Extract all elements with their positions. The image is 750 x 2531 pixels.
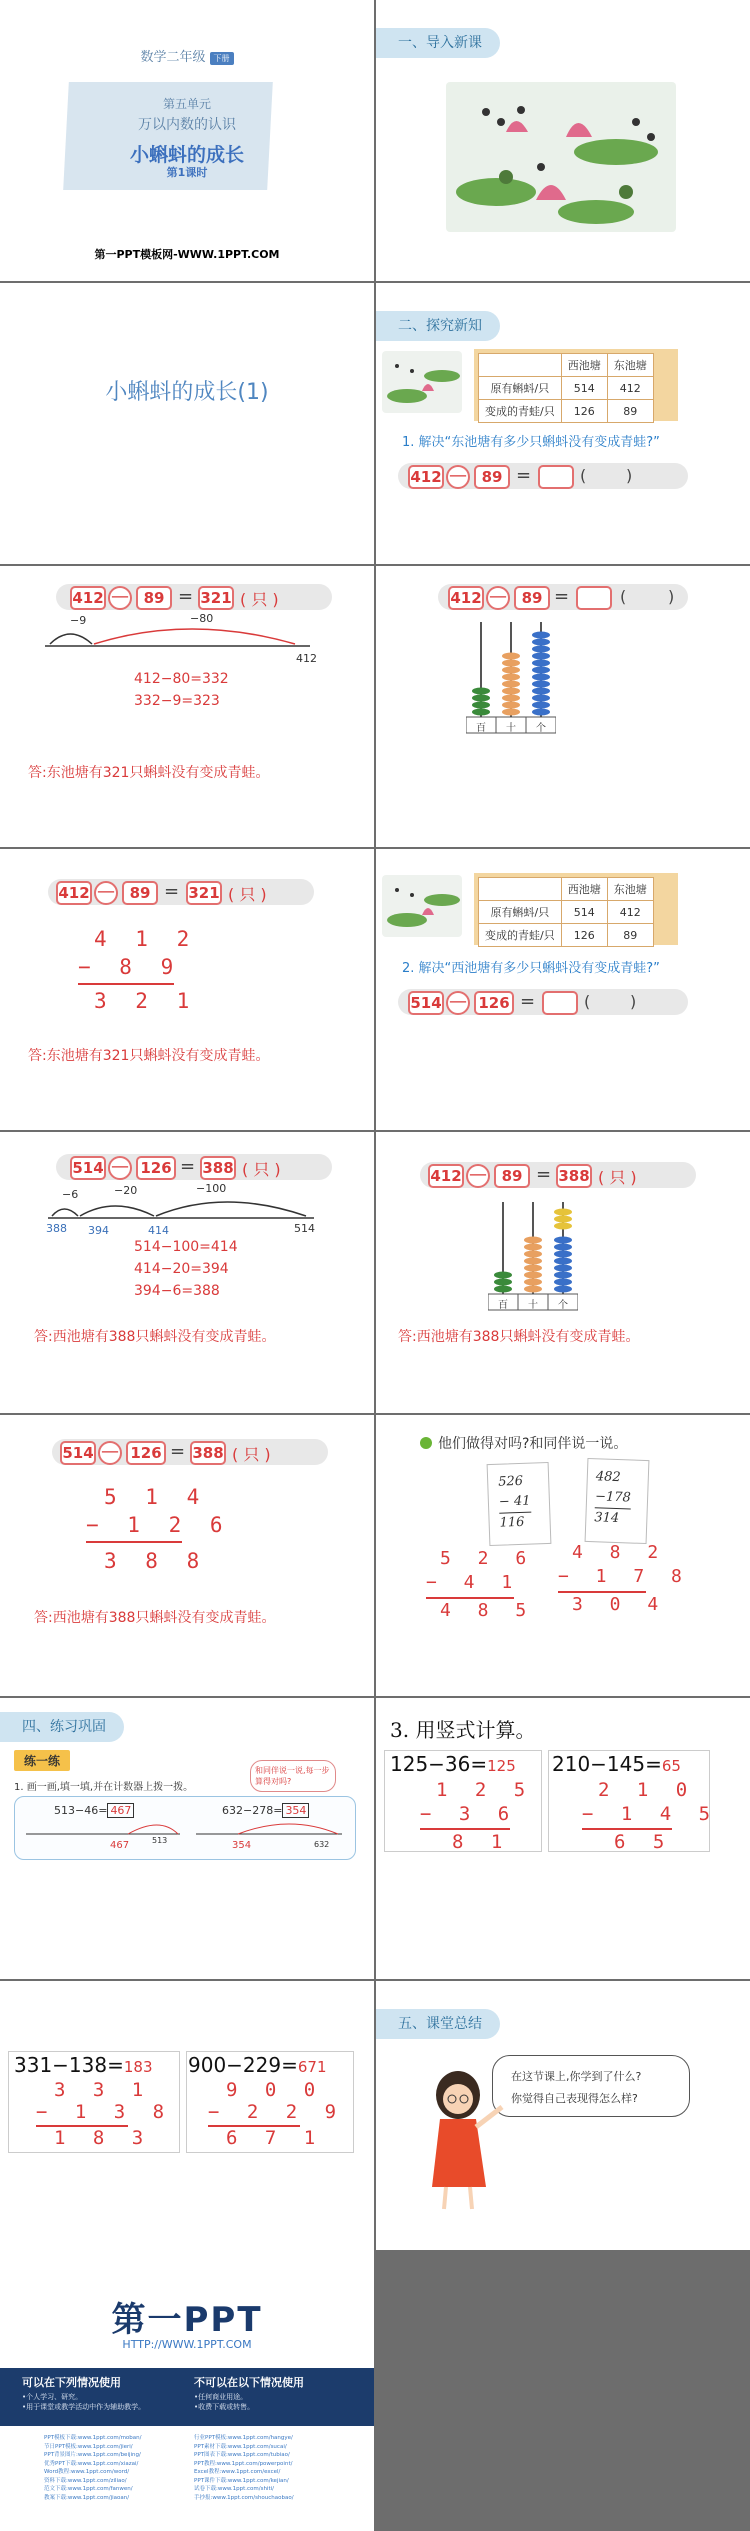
usage-allowed-list: •个人学习、研究。 •用于课堂或教学活动中作为辅助教学。 bbox=[22, 2393, 146, 2411]
end-label: 412 bbox=[296, 652, 317, 665]
answer-text: 答:西池塘有388只蝌蚪没有变成青蛙。 bbox=[398, 1329, 640, 1345]
place-label: 个 bbox=[558, 1300, 568, 1311]
section-tag: 二、探究新知 bbox=[376, 311, 500, 341]
point-label: 414 bbox=[148, 1224, 169, 1237]
unit-name: 万以内数的认识 bbox=[138, 117, 236, 133]
expr-2: 210−145=65 bbox=[552, 1752, 681, 1776]
student-card-1: 526 − 41 116 bbox=[487, 1462, 552, 1546]
question-1: 在这节课上,你学到了什么? bbox=[511, 2070, 642, 2083]
operand-b: 89 bbox=[122, 881, 158, 905]
bullet-icon bbox=[420, 1437, 432, 1449]
links-left: PPT模板下载:www.1ppt.com/moban/ 节日PPT模板:www.1ppt.com/jieri/ PPT背景图片:www.1ppt.com/beijing/ 优秀PPT下载:www.1ppt.com/xiazai/ Word教程:www.1ppt.com/word/ 资料下载:www.1ppt.com/ziliao/ 范文下载:www.1ppt.com/fanwen/ 教案下载:www.1ppt.com/jiaoan/ bbox=[44, 2435, 142, 2501]
answer-text: 答:东池塘有321只蝌蚪没有变成青蛙。 bbox=[28, 765, 270, 781]
section-tag: 四、练习巩固 bbox=[0, 1712, 124, 1742]
slide-brand bbox=[0, 2250, 374, 2531]
vertical-result: 3 8 8 bbox=[104, 1549, 208, 1573]
question-text: 1. 解决“东池塘有多少只蝌蚪没有变成青蛙?” bbox=[402, 435, 660, 450]
right-paren: ) bbox=[626, 466, 633, 485]
left-paren: ( bbox=[620, 587, 627, 606]
result-box-empty[interactable] bbox=[538, 465, 574, 489]
slide-explore-1 bbox=[376, 283, 750, 564]
data-table-frame bbox=[474, 873, 678, 945]
usage-banner bbox=[0, 2368, 374, 2426]
left-paren: ( bbox=[584, 992, 591, 1011]
equals-sign: = bbox=[554, 586, 570, 607]
unit-label: ( 只 ) bbox=[232, 1445, 271, 1464]
slide-practice bbox=[0, 1698, 374, 1979]
jump-label: −20 bbox=[114, 1184, 138, 1197]
vertical-rule bbox=[86, 1541, 182, 1543]
exercise-title: 3. 用竖式计算。 bbox=[390, 1718, 536, 1742]
section-tag: 一、导入新课 bbox=[376, 28, 500, 58]
right-paren: ) bbox=[630, 992, 637, 1011]
jump-label: −6 bbox=[62, 1188, 79, 1201]
pond-thumbnail bbox=[382, 351, 462, 413]
operand-b: 89 bbox=[494, 1164, 530, 1188]
result: 388 bbox=[190, 1441, 226, 1465]
slide-lesson-title bbox=[0, 283, 374, 564]
usage-allowed-title: 可以在下列情况使用 bbox=[22, 2376, 121, 2389]
point-label: 513 bbox=[152, 1836, 168, 1845]
correction-2-result: 3 0 4 bbox=[572, 1594, 667, 1615]
slide-vertical-west bbox=[0, 1415, 374, 1696]
equals-sign: = bbox=[520, 991, 536, 1012]
calc-steps: 412−80=332 332−9=323 bbox=[134, 671, 229, 709]
equals-sign: = bbox=[170, 1441, 186, 1462]
student-card-2: 482 −178 314 bbox=[585, 1458, 650, 1544]
jump-arcs bbox=[44, 1188, 324, 1228]
empty-cell bbox=[376, 2250, 750, 2531]
point-label: 467 bbox=[110, 1840, 130, 1851]
vertical-2-sub: − 2 2 9 bbox=[208, 2101, 345, 2123]
unit-label: 第五单元 bbox=[162, 97, 211, 111]
vertical-2-top: 2 1 0 bbox=[598, 1779, 696, 1801]
slide-vertical-practice-2 bbox=[0, 1981, 374, 2262]
place-label: 十 bbox=[528, 1300, 538, 1311]
correction-1-result: 4 8 5 bbox=[440, 1600, 535, 1621]
vertical-sub: − 8 9 bbox=[78, 955, 182, 979]
lesson-title: 小蝌蚪的成长 bbox=[129, 144, 244, 166]
answer-text: 答:西池塘有388只蝌蚪没有变成青蛙。 bbox=[34, 1610, 276, 1626]
expr-1: 125−36=125 bbox=[390, 1752, 516, 1776]
slide-explore-2 bbox=[376, 849, 750, 1130]
minus-sign: — bbox=[466, 1164, 490, 1188]
operand-b: 126 bbox=[136, 1156, 176, 1180]
usage-denied-list: •任何商业用途。 •收费下载或转售。 bbox=[194, 2393, 255, 2411]
result: 388 bbox=[556, 1164, 592, 1188]
teacher-illustration bbox=[416, 2067, 506, 2217]
result: 388 bbox=[200, 1156, 236, 1180]
data-table: 西池塘 东池塘 原有蝌蚪/只 514 412 变成的青蛙/只 126 89 bbox=[478, 877, 654, 947]
pond-illustration bbox=[446, 82, 676, 232]
left-paren: ( bbox=[580, 466, 587, 485]
prompt-text: 他们做得对吗?和同伴说一说。 bbox=[438, 1436, 628, 1452]
correction-2-sub: − 1 7 8 bbox=[558, 1566, 690, 1587]
period-label: 第1课时 bbox=[166, 166, 208, 179]
place-label: 百 bbox=[476, 723, 486, 734]
calc-steps: 514−100=414 414−20=394 394−6=388 bbox=[134, 1239, 238, 1299]
vertical-sub: − 1 2 6 bbox=[86, 1513, 231, 1537]
result: 321 bbox=[198, 586, 234, 610]
unit-label: ( 只 ) bbox=[240, 590, 279, 609]
vertical-result: 3 2 1 bbox=[94, 989, 198, 1013]
minus-sign: — bbox=[446, 465, 470, 489]
minus-sign: — bbox=[108, 586, 132, 610]
question-2: 你觉得自己表现得怎么样? bbox=[511, 2092, 638, 2105]
data-table: 西池塘 东池塘 原有蝌蚪/只 514 412 变成的青蛙/只 126 89 bbox=[478, 353, 654, 423]
slide-numberline-east bbox=[0, 566, 374, 847]
operand-a: 412 bbox=[428, 1164, 464, 1188]
vertical-2-result: 6 7 1 bbox=[226, 2127, 324, 2149]
operand-b: 126 bbox=[474, 991, 514, 1015]
pond-thumbnail bbox=[382, 875, 462, 937]
expr-2: 900−229=671 bbox=[188, 2053, 327, 2077]
expr-1: 331−138=183 bbox=[14, 2053, 153, 2077]
equals-sign: = bbox=[180, 1156, 196, 1177]
operand-a: 412 bbox=[448, 586, 484, 610]
vertical-top: 5 1 4 bbox=[104, 1485, 208, 1509]
vertical-1-top: 3 3 1 bbox=[54, 2079, 152, 2101]
vertical-1-result: 8 1 bbox=[452, 1831, 511, 1853]
minus-sign: — bbox=[108, 1156, 132, 1180]
equals-sign: = bbox=[178, 586, 194, 607]
slide-numberline-west bbox=[0, 1132, 374, 1413]
right-paren: ) bbox=[668, 587, 675, 606]
slide-cover bbox=[0, 0, 374, 281]
vertical-top: 4 1 2 bbox=[94, 927, 198, 951]
vertical-1-top: 1 2 5 bbox=[436, 1779, 534, 1801]
expr-1: 513−46= 467 bbox=[54, 1804, 134, 1817]
practice-numberlines bbox=[20, 1818, 350, 1848]
volume-badge: 下册 bbox=[210, 52, 234, 65]
operand-b: 89 bbox=[514, 586, 550, 610]
vertical-2-result: 6 5 bbox=[614, 1831, 673, 1853]
operand-a: 412 bbox=[56, 881, 92, 905]
point-label: 632 bbox=[314, 1840, 330, 1849]
equals-sign: = bbox=[536, 1164, 552, 1185]
operand-a: 412 bbox=[408, 465, 444, 489]
grade-subtitle: 数学二年级 下册 bbox=[0, 46, 374, 65]
place-label: 百 bbox=[498, 1300, 508, 1311]
unit-label: ( 只 ) bbox=[598, 1168, 637, 1187]
slide-vertical-practice bbox=[376, 1698, 750, 1979]
vertical-1-result: 1 8 3 bbox=[54, 2127, 152, 2149]
correction-2-top: 4 8 2 bbox=[572, 1542, 667, 1563]
footer-text: 第一PPT模板网-WWW.1PPT.COM bbox=[94, 248, 280, 261]
point-label: 388 bbox=[46, 1222, 67, 1235]
operand-b: 89 bbox=[136, 586, 172, 610]
jump-label: −80 bbox=[190, 612, 214, 625]
jump-label: −100 bbox=[196, 1182, 227, 1195]
brand-url: HTTP://WWW.1PPT.COM bbox=[122, 2338, 252, 2351]
result-box-empty[interactable] bbox=[542, 991, 578, 1015]
jump-label: −9 bbox=[70, 614, 87, 627]
correction-1-top: 5 2 6 bbox=[440, 1548, 535, 1569]
operand-b: 126 bbox=[126, 1441, 166, 1465]
task-text: 1. 画一画,填一填,并在计数器上拨一拨。 bbox=[14, 1782, 194, 1793]
slide-check-work bbox=[376, 1415, 750, 1696]
question-text: 2. 解决“西池塘有多少只蝌蚪没有变成青蛙?” bbox=[402, 961, 660, 976]
place-label: 十 bbox=[506, 723, 516, 734]
expr-2: 632−278= 354 bbox=[222, 1804, 309, 1817]
vertical-1-sub: − 3 6 bbox=[420, 1803, 518, 1825]
place-label: 个 bbox=[536, 723, 546, 734]
slide-abacus-west bbox=[376, 1132, 750, 1413]
exercise-label: 练一练 bbox=[14, 1750, 70, 1771]
equals-sign: = bbox=[164, 881, 180, 902]
answer-text: 答:西池塘有388只蝌蚪没有变成青蛙。 bbox=[34, 1329, 276, 1345]
point-label: 514 bbox=[294, 1222, 315, 1235]
vertical-1-sub: − 1 3 8 bbox=[36, 2101, 173, 2123]
links-right: 行业PPT模板:www.1ppt.com/hangye/ PPT素材下载:www.1ppt.com/sucai/ PPT图表下载:www.1ppt.com/tubiao/ PPT教程:www.1ppt.com/powerpoint/ Excel教程:www.1ppt.com/excel/ PPT课件下载:www.1ppt.com/kejian/ 试卷下载:www.1ppt.com/shiti/ 手抄报:www.1ppt.com/shouchaobao/ bbox=[194, 2435, 294, 2501]
result-box-empty[interactable] bbox=[576, 586, 612, 610]
point-label: 354 bbox=[232, 1840, 252, 1851]
operand-b: 89 bbox=[474, 465, 510, 489]
minus-sign: — bbox=[98, 1441, 122, 1465]
slide-abacus-east bbox=[376, 566, 750, 847]
vertical-2-top: 9 0 0 bbox=[226, 2079, 324, 2101]
brand-logo: 第一PPT bbox=[111, 2300, 263, 2340]
vertical-2-sub: − 1 4 5 bbox=[582, 1803, 719, 1825]
equals-sign: = bbox=[516, 465, 532, 486]
slide-intro bbox=[376, 0, 750, 281]
page-title: 小蝌蚪的成长(1) bbox=[105, 380, 269, 405]
point-label: 394 bbox=[88, 1224, 109, 1237]
data-table-frame bbox=[474, 349, 678, 421]
operand-a: 514 bbox=[60, 1441, 96, 1465]
operand-a: 514 bbox=[70, 1156, 106, 1180]
minus-sign: — bbox=[94, 881, 118, 905]
hint-bubble: 和同伴说一说,每一步算得对吗? bbox=[250, 1760, 336, 1792]
slide-vertical-east bbox=[0, 849, 374, 1130]
operand-a: 412 bbox=[70, 586, 106, 610]
result: 321 bbox=[186, 881, 222, 905]
slide-summary bbox=[376, 1981, 750, 2262]
minus-sign: — bbox=[446, 991, 470, 1015]
section-tag: 五、课堂总结 bbox=[376, 2009, 500, 2039]
unit-label: ( 只 ) bbox=[242, 1160, 281, 1179]
usage-denied-title: 不可以在以下情况使用 bbox=[194, 2376, 304, 2389]
minus-sign: — bbox=[486, 586, 510, 610]
answer-text: 答:东池塘有321只蝌蚪没有变成青蛙。 bbox=[28, 1048, 270, 1064]
operand-a: 514 bbox=[408, 991, 444, 1015]
correction-1-sub: − 4 1 bbox=[426, 1572, 521, 1593]
vertical-rule bbox=[78, 983, 174, 985]
speech-bubble bbox=[492, 2055, 690, 2117]
unit-label: ( 只 ) bbox=[228, 885, 267, 904]
